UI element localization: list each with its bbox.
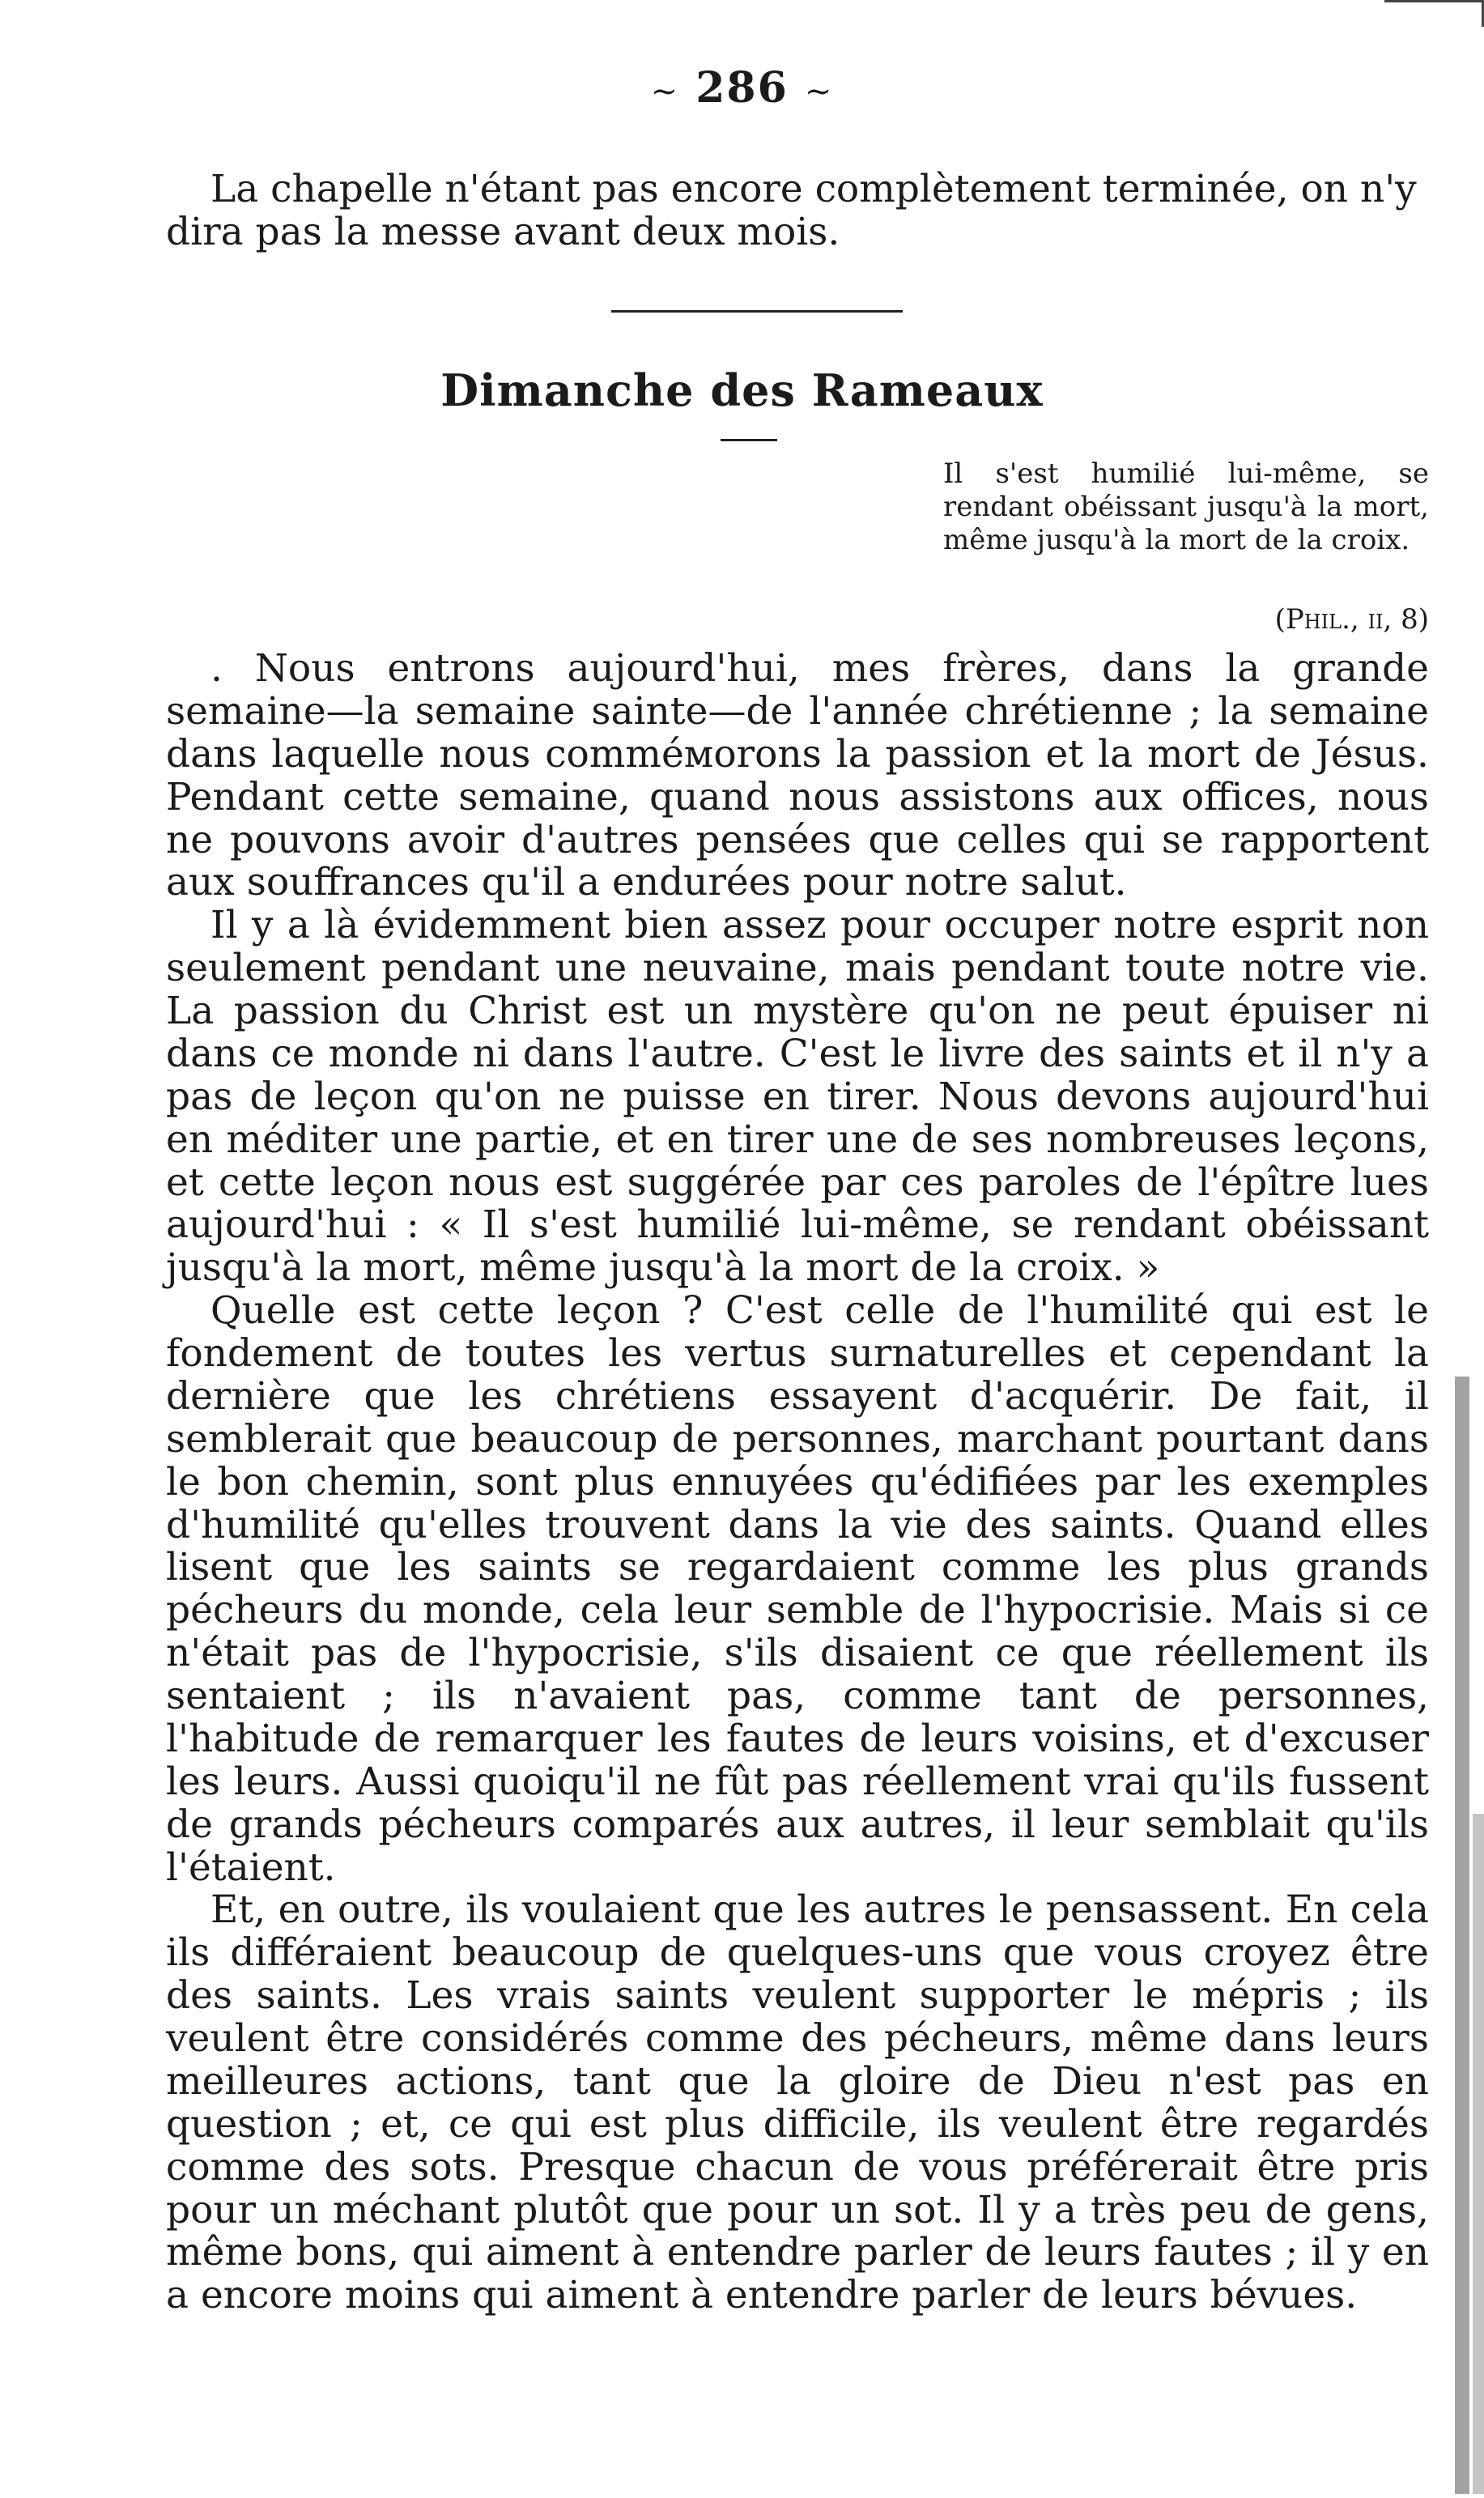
section-title: Dimanche des Rameaux (440, 364, 1044, 416)
sermon-body (166, 648, 1429, 2317)
epigraph-text: Il s'est humilié lui-même, se rendant obéissant jusqu'à la mort, même jusqu'à la mort de la croix. (943, 457, 1429, 556)
scan-edge-shadow (1473, 1814, 1484, 2494)
paragraph: Il y a là évidemment bien assez pour occuper notre esprit non seulement pendant une neuvaine, mais pendant toute notre vie. La passion du Christ est un mystère qu'on ne peut épuiser ni dans ce monde ni dans l'autre. C'est le livre des saints et il n'y a pas de leçon qu'on ne puisse en tirer. Nous devons aujourd'hui en méditer une partie, et en tirer une de ses nombreuses leçons, et cette leçon nous est suggérée par ces paroles de l'épître lues aujourd'hui : « Il s'est humilié lui-même, se rendant obéissant jusqu'à la mort, même jusqu'à la mort de la croix. » (166, 903, 1429, 1291)
paragraph: Et, en outre, ils voulaient que les autres le pensassent. En cela ils différaient beaucoup de quelques-uns que vous croyez être des saints. Les vrais saints veulent supporter le mépris ; ils veulent être considérés comme des pécheurs, même dans leurs meilleures actions, tant que la gloire de Dieu n'est pas en question ; et, ce qui est plus difficile, ils veulent être regardés comme des sots. Presque chacun de vous préférerait être pris pour un méchant plutôt que pour un sot. Il y a très peu de gens, même bons, qui aiment à entendre parler de leurs fautes ; il y en a encore moins qui aiment à entendre parler de leurs bévues. (166, 1887, 1429, 2318)
section-divider (611, 310, 903, 313)
paragraph: . Nous entrons aujourd'hui, mes frères, dans la grande semaine—la semaine sainte—de l'année chrétienne ; la semaine dans laquelle nous comméмorons la passion et la mort de Jésus. Pendant cette semaine, quand nous assistons aux offices, nous ne pouvons avoir d'autres pensées que celles qui se rapportent aux souffrances qu'il a endurées pour notre salut. (166, 646, 1429, 905)
title-underline (721, 439, 777, 441)
page-header (0, 63, 1484, 113)
epigraph-reference: (Phil., ii, 8) (1274, 603, 1429, 636)
scan-corner-mark (1384, 0, 1484, 27)
ornament-left-icon: ~ (650, 73, 680, 110)
scan-edge-shadow (1455, 1377, 1469, 2494)
lead-paragraph-block (166, 168, 1429, 254)
ornament-right-icon: ~ (804, 73, 834, 110)
paragraph: Quelle est cette leçon ? C'est celle de l'humilité qui est le fondement de toutes les vertus surnaturelles et cependant la dernière que les chrétiens essayent d'acquérir. De fait, il semblerait que beaucoup de personnes, marchant pourtant dans le bon chemin, sont plus ennuyées qu'édifiées par les exemples d'humilité qu'elles trouvent dans la vie des saints. Quand elles lisent que les saints se regardaient comme les plus grands pécheurs du monde, cela leur semble de l'hypocrisie. Mais si ce n'était pas de l'hypocrisie, s'ils disaient ce que réellement ils sentaient ; ils n'avaient pas, comme tant de personnes, l'habitude de remarquer les fautes de leurs voisins, et d'excuser les leurs. Aussi quoiqu'il ne fût pas réellement vrai qu'ils fussent de grands pécheurs comparés aux autres, il leur semblait qu'ils l'étaient. (166, 1288, 1429, 1890)
lead-paragraph: La chapelle n'étant pas encore complètement terminée, on n'y dira pas la messe avant deux mois. (166, 167, 1417, 254)
page-number: 286 (695, 63, 789, 113)
